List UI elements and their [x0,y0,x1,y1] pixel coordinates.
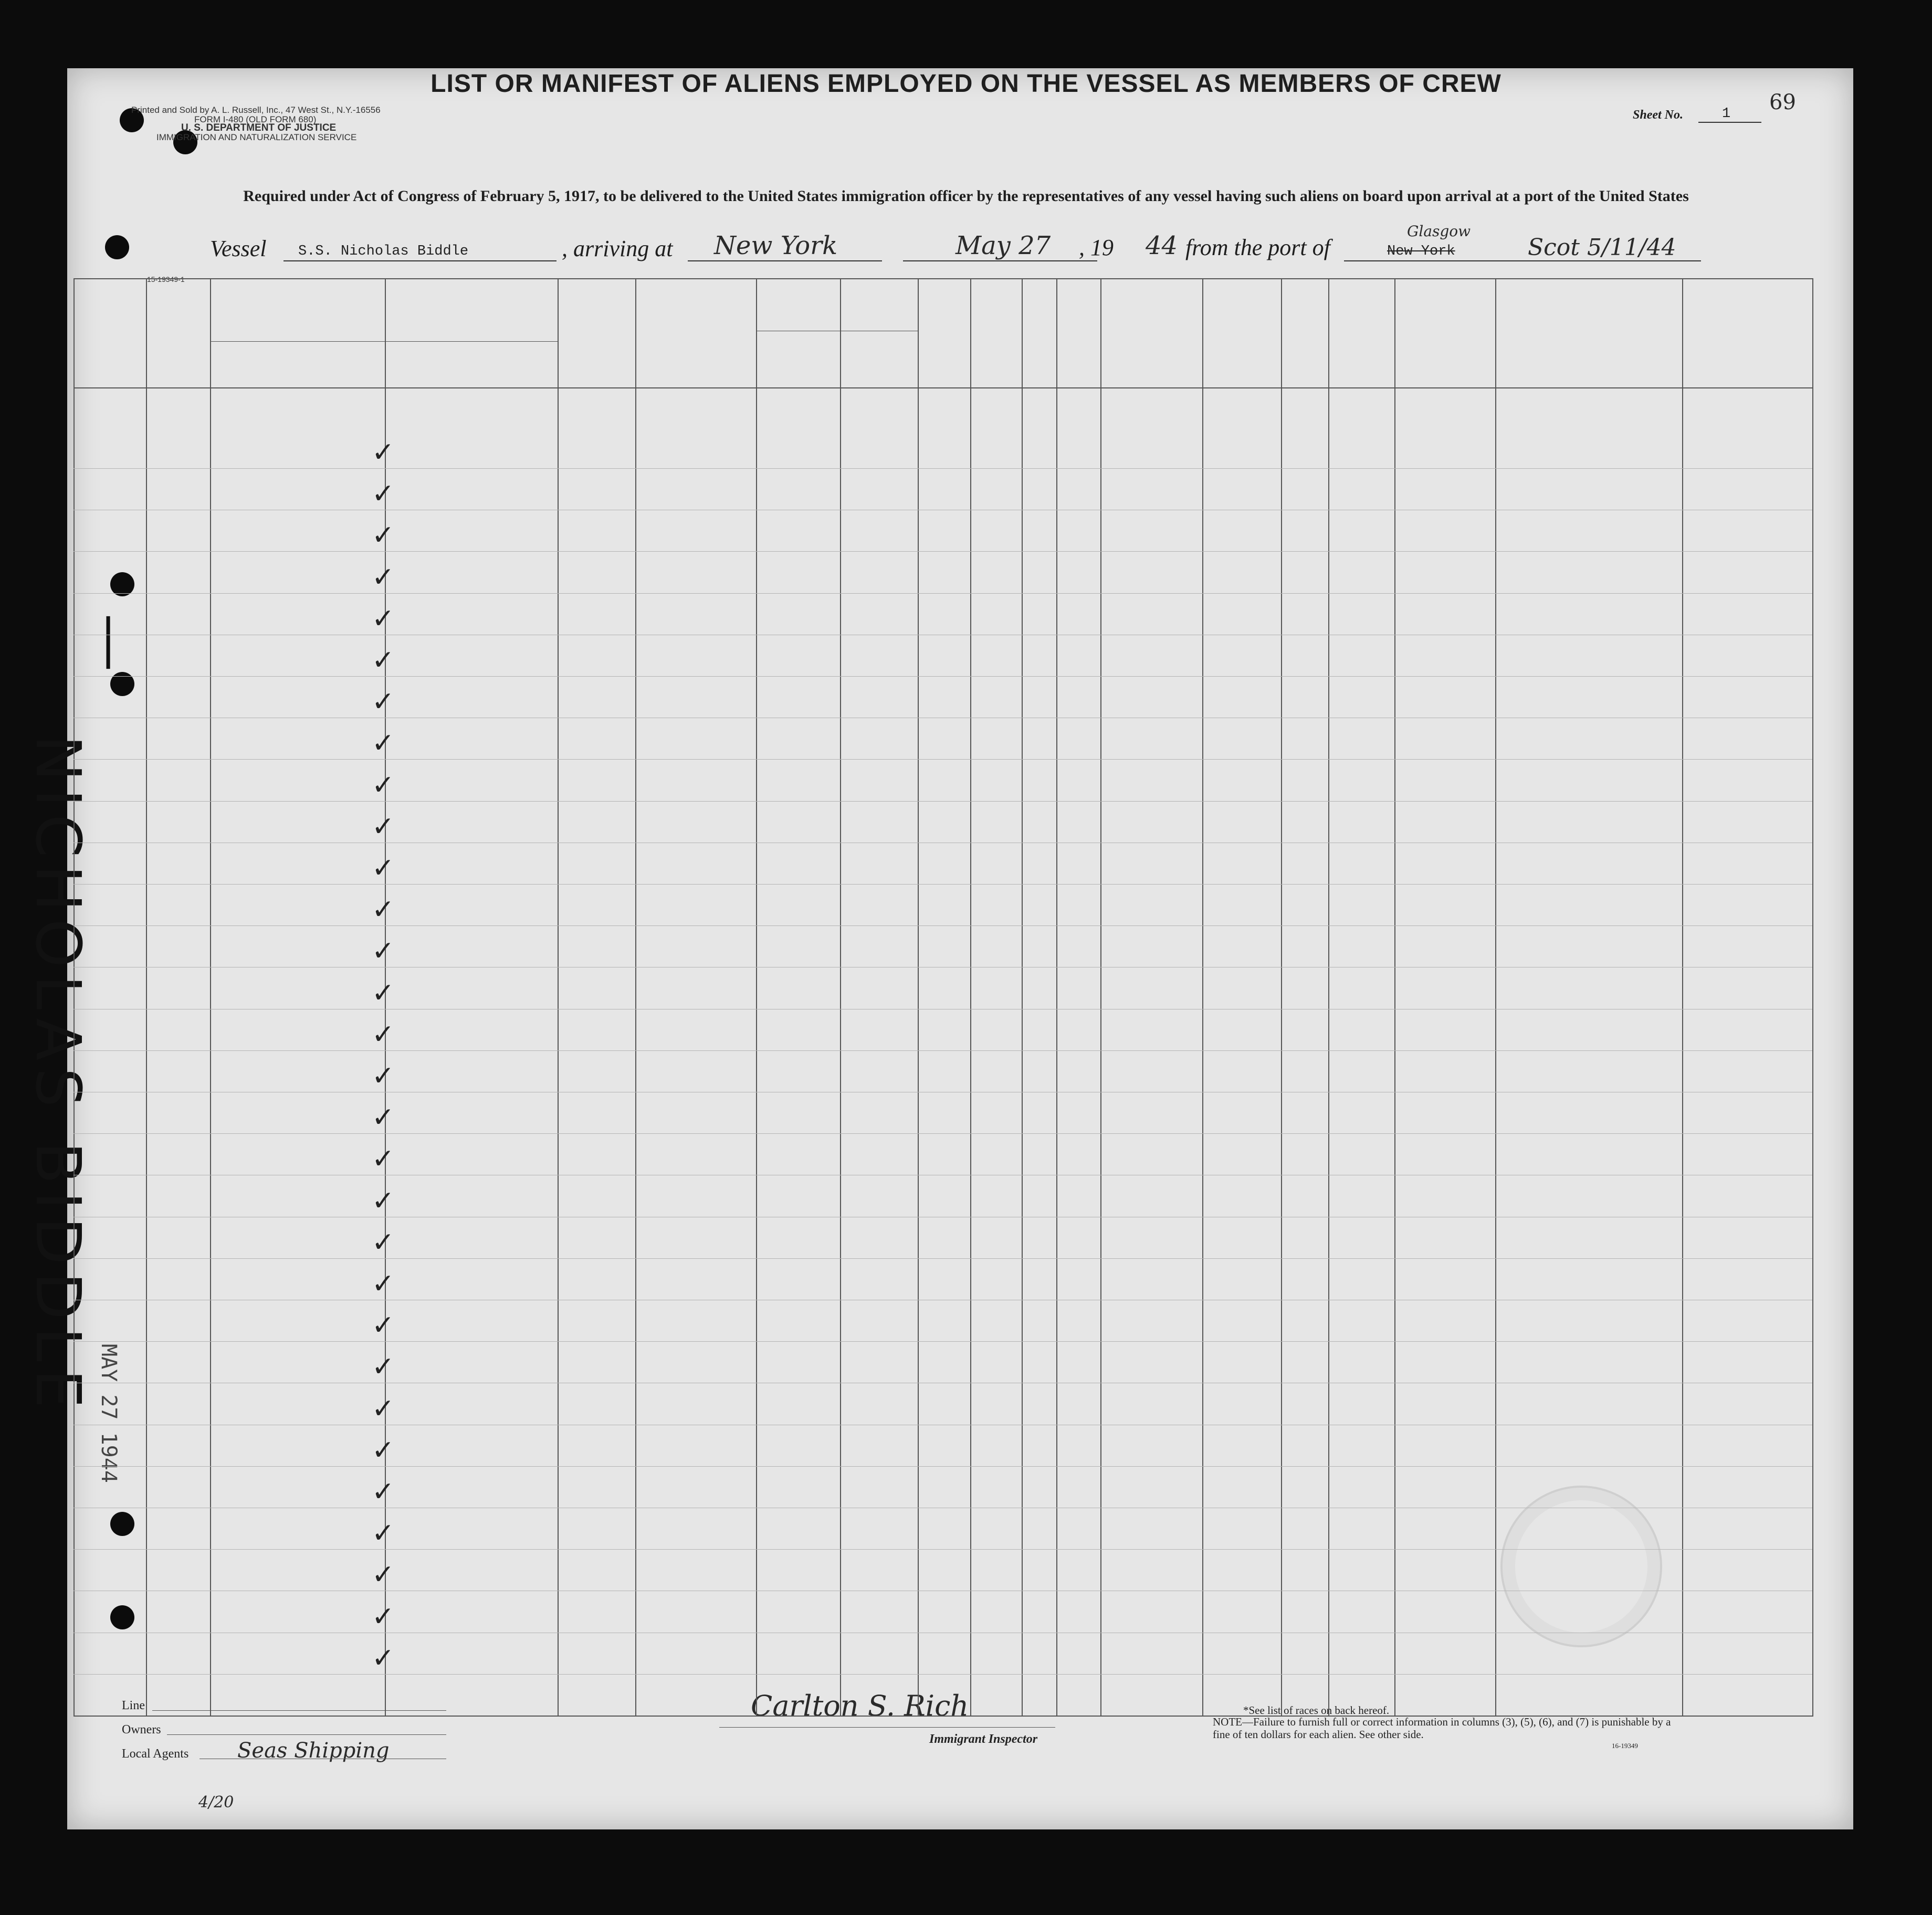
row-rule [74,925,1812,926]
table-column-rule [1328,278,1329,1717]
table-column-rule [146,278,147,1717]
departure-port-line [1344,260,1701,261]
vessel-name: S.S. Nicholas Biddle [298,244,469,259]
table-column-rule [918,278,919,1717]
row-rule [74,1466,1812,1467]
local-agents-label: Local Agents [122,1747,189,1761]
table-column-rule [756,278,757,1717]
subheader-rule [210,341,558,342]
form-number: 15-19349-1 [147,275,185,283]
row-rule [74,1133,1812,1134]
departure-port-inserted: Glasgow [1407,223,1471,240]
checkmark-icon: ✓ [372,1060,395,1092]
arrival-year: 44 [1146,231,1178,260]
checkmark-icon: ✓ [372,935,395,967]
punch-hole [110,672,134,696]
table-column-rule [1202,278,1203,1717]
checkmark-icon: ✓ [372,478,395,510]
row-rule [74,759,1812,760]
table-column-rule [1100,278,1101,1717]
checkmark-icon: ✓ [372,811,395,843]
arriving-port: New York [714,231,838,260]
checkmark-icon: ✓ [372,1434,395,1466]
sheet-stamp-number: 69 [1769,90,1796,114]
printer-line-4: IMMIGRATION AND NATURALIZATION SERVICE [156,132,357,142]
checkmark-icon: ✓ [372,1185,395,1217]
checkmark-icon: ✓ [372,1102,395,1134]
table-bottom-rule [74,1716,1812,1717]
table-column-rule [1056,278,1057,1717]
table-column-rule [1281,278,1282,1717]
printer-line-3: U. S. DEPARTMENT OF JUSTICE [181,122,337,133]
header-top-rule [74,278,1812,279]
line-field [152,1710,446,1711]
checkmark-icon: ✓ [372,853,395,884]
sheet-label: Sheet No. [1633,108,1683,122]
row-rule [74,468,1812,469]
checkmark-icon: ✓ [372,1018,395,1050]
checkmark-icon: ✓ [372,1476,395,1508]
row-rule [74,1341,1812,1342]
inspector-signature: Carlton S. Rich [751,1689,969,1722]
page-title: LIST OR MANIFEST OF ALIENS EMPLOYED ON THE VESSEL AS MEMBERS OF CREW [430,70,1502,98]
footer-form-number: 16-19349 [1612,1742,1638,1750]
table-column-rule [74,278,75,1717]
inspector-label: Immigrant Inspector [929,1732,1038,1746]
checkmark-icon: ✓ [372,437,395,468]
row-rule [74,884,1812,885]
checkmark-icon: ✓ [372,1393,395,1425]
sheet-number-line [1698,122,1761,123]
departure-port-note: Scot 5/11/44 [1528,234,1676,261]
checkmark-icon: ✓ [372,686,395,718]
margin-note: 4/20 [198,1793,234,1812]
year-label: , 19 [1079,235,1114,260]
table-column-rule [1394,278,1395,1717]
checkmark-icon: ✓ [372,728,395,760]
margin-dash: — [79,614,146,671]
checkmark-icon: ✓ [372,561,395,593]
punch-hole [110,1605,134,1629]
row-rule [74,1674,1812,1675]
arrival-date: May 27 [956,231,1051,260]
checkmark-icon: ✓ [372,769,395,801]
checkmark-icon: ✓ [372,1601,395,1633]
checkmark-icon: ✓ [372,645,395,676]
table-column-rule [970,278,971,1717]
owners-field [167,1734,446,1735]
header-separator [74,387,1812,388]
printer-line-1: Printed and Sold by A. L. Russell, Inc., 47 West St., N.Y.-16556 [131,105,381,115]
arrival-date-line [903,260,1097,261]
row-rule [74,1258,1812,1259]
table-column-rule [210,278,211,1717]
from-port-label: from the port of [1185,235,1330,260]
row-rule [74,1549,1812,1550]
margin-date-stamp: MAY 27 1944 [97,1344,121,1483]
checkmark-icon: ✓ [372,1310,395,1342]
checkmark-icon: ✓ [372,977,395,1009]
table-column-rule [635,278,636,1717]
checkmark-icon: ✓ [372,894,395,926]
embossed-seal [1500,1486,1662,1647]
row-rule [74,801,1812,802]
signature-line [719,1727,1055,1728]
margin-vessel-name: NICHOLAS BIDDLE [22,735,94,1416]
page-subtitle: Required under Act of Congress of February 5, 1917, to be delivered to the United States immigration officer by the representatives of any vessel having such aliens on board upon arrival at a port of the United States [243,187,1689,205]
table-column-rule [1022,278,1023,1717]
arriving-port-line [688,260,882,261]
checkmark-icon: ✓ [372,1268,395,1300]
local-agents-value: Seas Shipping [237,1739,390,1763]
row-rule [74,593,1812,594]
checkmark-icon: ✓ [372,1226,395,1258]
vessel-label: Vessel [210,236,267,261]
checkmark-icon: ✓ [372,1143,395,1175]
checkmark-icon: ✓ [372,1559,395,1591]
sheet-number: 1 [1722,106,1731,122]
checkmark-icon: ✓ [372,603,395,635]
row-rule [74,676,1812,677]
table-column-rule [1812,278,1813,1717]
table-column-rule [1495,278,1496,1717]
row-rule [74,1050,1812,1051]
row-rule [74,551,1812,552]
checkmark-icon: ✓ [372,1642,395,1674]
checkmark-icon: ✓ [372,1518,395,1550]
checkmark-icon: ✓ [372,520,395,552]
owners-label: Owners [122,1723,161,1737]
checkmark-icon: ✓ [372,1351,395,1383]
races-note: *See list of races on back hereof. [1243,1704,1390,1717]
printer-line-2: FORM I-480 (OLD FORM 680) [194,114,317,124]
fine-note: NOTE—Failure to furnish full or correct information in columns (3), (5), (6), and (7) is punishable by a fine of ten dollars for each alien. See other side. [1213,1716,1671,1741]
table-column-rule [558,278,559,1717]
table-column-rule [1682,278,1683,1717]
table-column-rule [840,278,841,1717]
vessel-name-line [284,260,556,261]
arriving-label: , arriving at [562,236,673,261]
punch-hole [110,1512,134,1536]
departure-port-struck: New York [1387,244,1455,259]
punch-hole [105,235,129,259]
line-label: Line [122,1699,145,1712]
